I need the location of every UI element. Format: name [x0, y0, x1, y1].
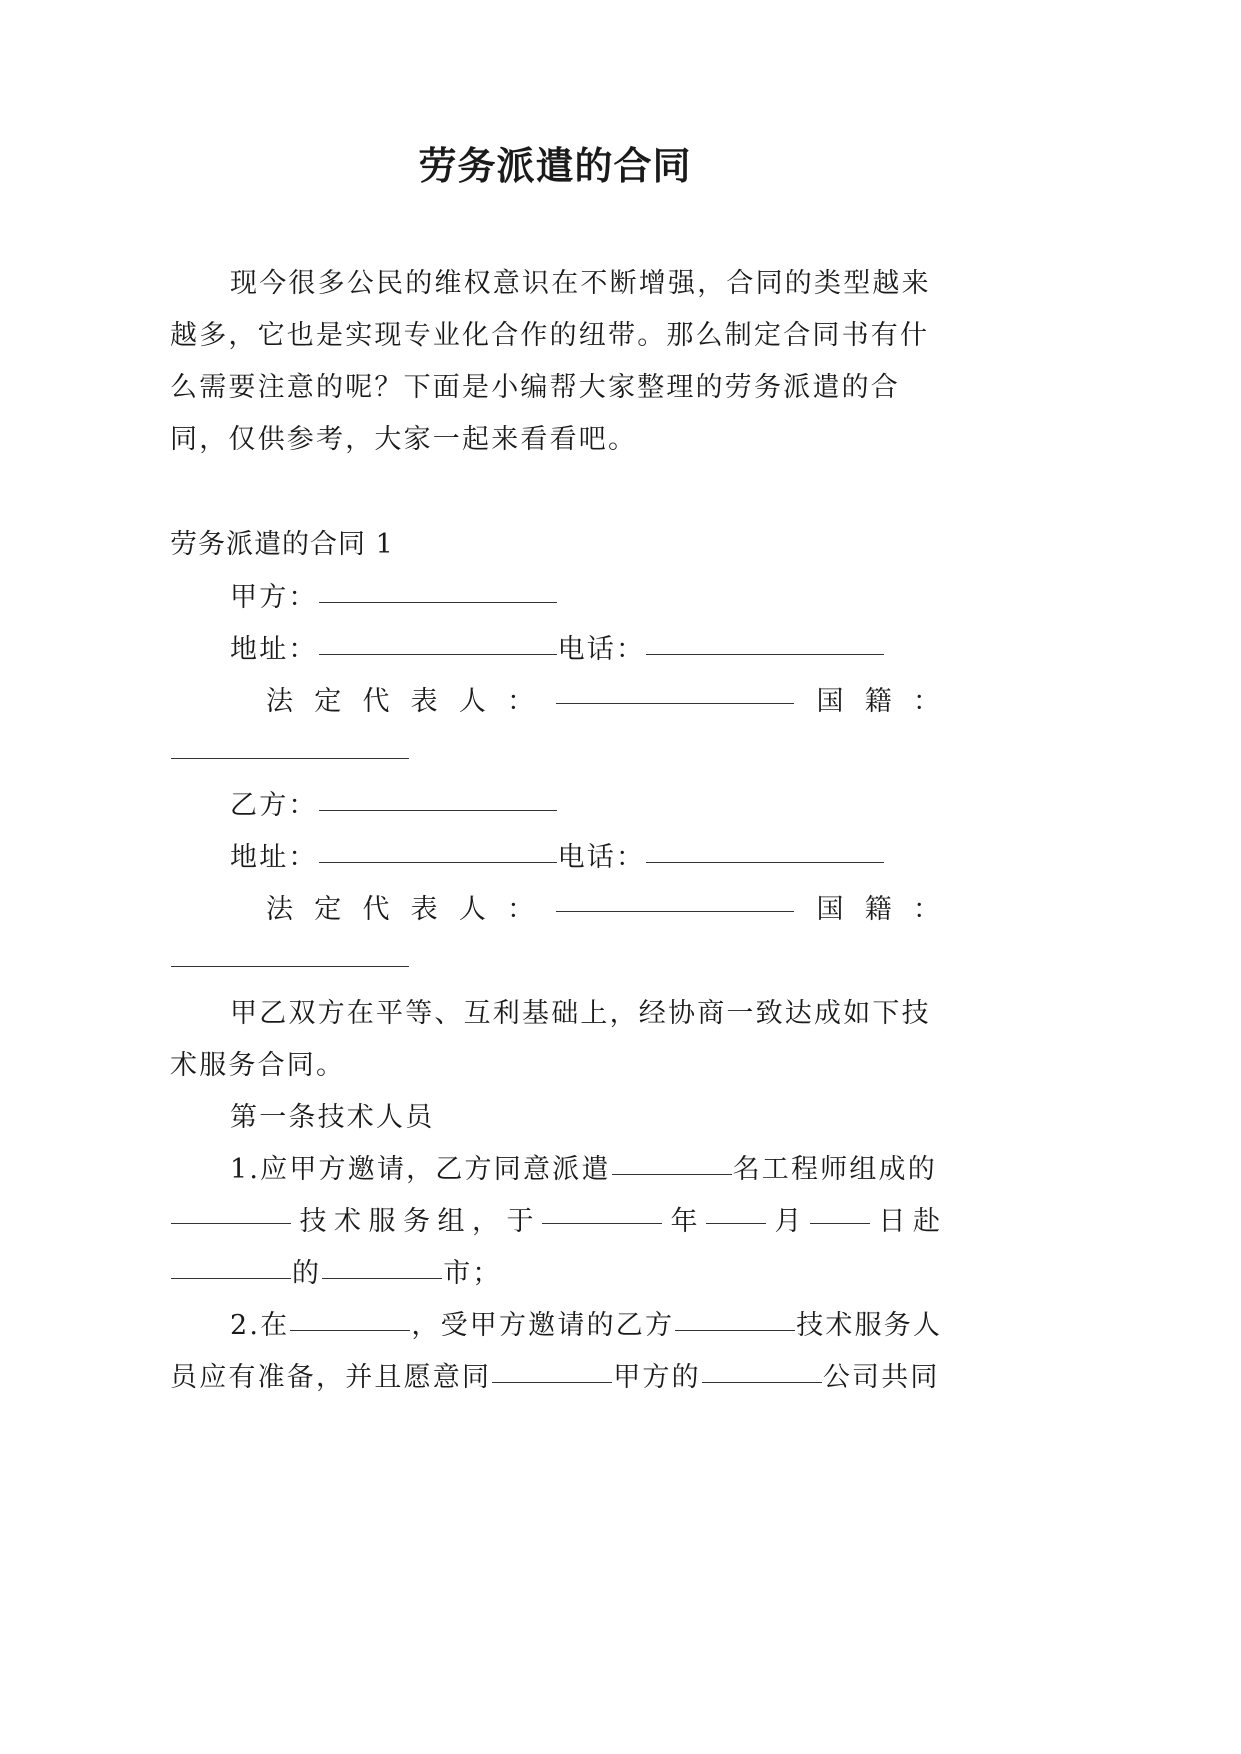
party-a-rep-char: 表	[410, 686, 438, 717]
of-label: 的	[292, 1258, 322, 1289]
party-a-nationality-char: ：	[912, 686, 940, 717]
clause-2-line-1	[230, 1308, 943, 1344]
party-b-rep-char: 人	[458, 894, 486, 925]
party-b-address-row	[230, 840, 940, 876]
party-b-nationality-char: 国	[816, 894, 844, 925]
year-label: 年	[670, 1206, 698, 1237]
party-a-address-label: 地址：	[230, 634, 318, 665]
article-1-heading: 第一条技术人员	[230, 1102, 435, 1133]
clause-1-char: 务	[403, 1206, 430, 1237]
intro-line-1: 现今很多公民的维权意识在不断增强，合同的类型越来	[230, 268, 931, 299]
party-a-nationality-char: 籍	[864, 686, 892, 717]
engineer-count-blank	[612, 1173, 732, 1175]
party-b-nationality-char: 籍	[864, 894, 892, 925]
month-blank	[706, 1222, 766, 1224]
clause-2-blank-4	[702, 1381, 822, 1383]
party-b-phone-label: 电话：	[557, 842, 646, 873]
party-a-rep-char: 定	[314, 686, 342, 717]
party-b-rep-char: 定	[314, 894, 342, 925]
month-label: 月	[774, 1206, 802, 1237]
clause-1-line-1	[230, 1152, 940, 1188]
party-a-nationality-char: 国	[816, 686, 844, 717]
party-b-address-blank	[319, 861, 557, 863]
party-a-rep-char: ：	[507, 686, 535, 717]
party-b-blank	[319, 809, 557, 811]
party-a-row	[230, 580, 940, 616]
party-b-rep-row	[266, 892, 940, 928]
clause-1-text-a: 1.应甲方邀请，乙方同意派遣	[230, 1154, 611, 1185]
intro-line-3: 么需要注意的呢？下面是小编帮大家整理的劳务派遣的合	[170, 372, 900, 403]
clause-2-text-e: 甲方的	[613, 1362, 701, 1393]
party-a-phone-blank	[646, 653, 884, 655]
party-b-rep-blank	[556, 910, 794, 912]
party-a-rep-char: 法	[266, 686, 293, 717]
clause-2-text-b: ，受甲方邀请的乙方	[411, 1310, 675, 1341]
clause-2-blank-3	[492, 1381, 612, 1383]
clause-2-text-f: 公司共同	[822, 1362, 940, 1393]
agreement-line-1: 甲乙双方在平等、互利基础上，经协商一致达成如下技	[230, 998, 931, 1029]
intro-line-2: 越多，它也是实现专业化合作的纽带。那么制定合同书有什	[170, 320, 930, 351]
clause-1-char: 技	[299, 1206, 327, 1237]
party-a-address-blank	[319, 653, 557, 655]
intro-line-4: 同，仅供参考，大家一起来看看吧。	[170, 424, 638, 455]
party-a-label: 甲方：	[230, 582, 318, 613]
service-team-blank	[171, 1222, 291, 1224]
party-b-rep-char: ：	[507, 894, 535, 925]
clause-1-char: ，	[472, 1206, 499, 1237]
clause-1-text-b: 名工程师组成的	[732, 1154, 937, 1185]
party-b-label: 乙方：	[230, 790, 318, 821]
day-label: 日	[878, 1206, 906, 1237]
party-a-rep-blank	[556, 702, 794, 704]
clause-1-char: 组	[437, 1206, 465, 1237]
party-b-phone-blank	[646, 861, 884, 863]
go-label: 赴	[913, 1206, 940, 1237]
clause-1-char: 术	[334, 1206, 361, 1237]
clause-2-blank-1	[290, 1329, 410, 1331]
clause-2-blank-2	[675, 1329, 795, 1331]
city-label: 市；	[443, 1258, 502, 1289]
party-b-nationality-blank	[171, 965, 409, 967]
party-a-nationality-blank	[171, 757, 409, 759]
clause-1-line-2	[170, 1204, 940, 1240]
day-blank	[810, 1222, 870, 1224]
party-b-nationality-row	[170, 944, 940, 980]
party-a-rep-char: 代	[362, 686, 390, 717]
party-a-phone-label: 电话：	[557, 634, 646, 665]
region-blank	[171, 1277, 291, 1279]
party-a-address-row	[230, 632, 940, 668]
party-b-rep-char: 代	[362, 894, 390, 925]
party-a-rep-row	[266, 684, 940, 720]
clause-2-text-a: 2.在	[230, 1310, 290, 1341]
party-b-rep-char: 表	[410, 894, 438, 925]
agreement-line-2: 术服务合同。	[170, 1050, 346, 1081]
party-b-rep-char: 法	[266, 894, 293, 925]
party-a-rep-char: 人	[458, 686, 486, 717]
clause-2-line-2	[170, 1360, 940, 1396]
section-heading: 劳务派遣的合同 1	[170, 529, 394, 560]
party-a-blank	[319, 601, 557, 603]
document-title: 劳务派遣的合同	[418, 144, 692, 188]
party-b-row	[230, 788, 940, 824]
party-b-nationality-char: ：	[912, 894, 940, 925]
clause-2-text-c: 技术服务人	[796, 1310, 943, 1341]
city-blank	[322, 1277, 442, 1279]
year-blank	[542, 1222, 662, 1224]
clause-1-char: 服	[368, 1206, 396, 1237]
clause-1-line-3	[170, 1256, 940, 1292]
party-b-address-label: 地址：	[230, 842, 318, 873]
party-a-nationality-row	[170, 736, 940, 772]
clause-2-text-d: 员应有准备，并且愿意同	[170, 1362, 492, 1393]
clause-1-char: 于	[506, 1206, 534, 1237]
